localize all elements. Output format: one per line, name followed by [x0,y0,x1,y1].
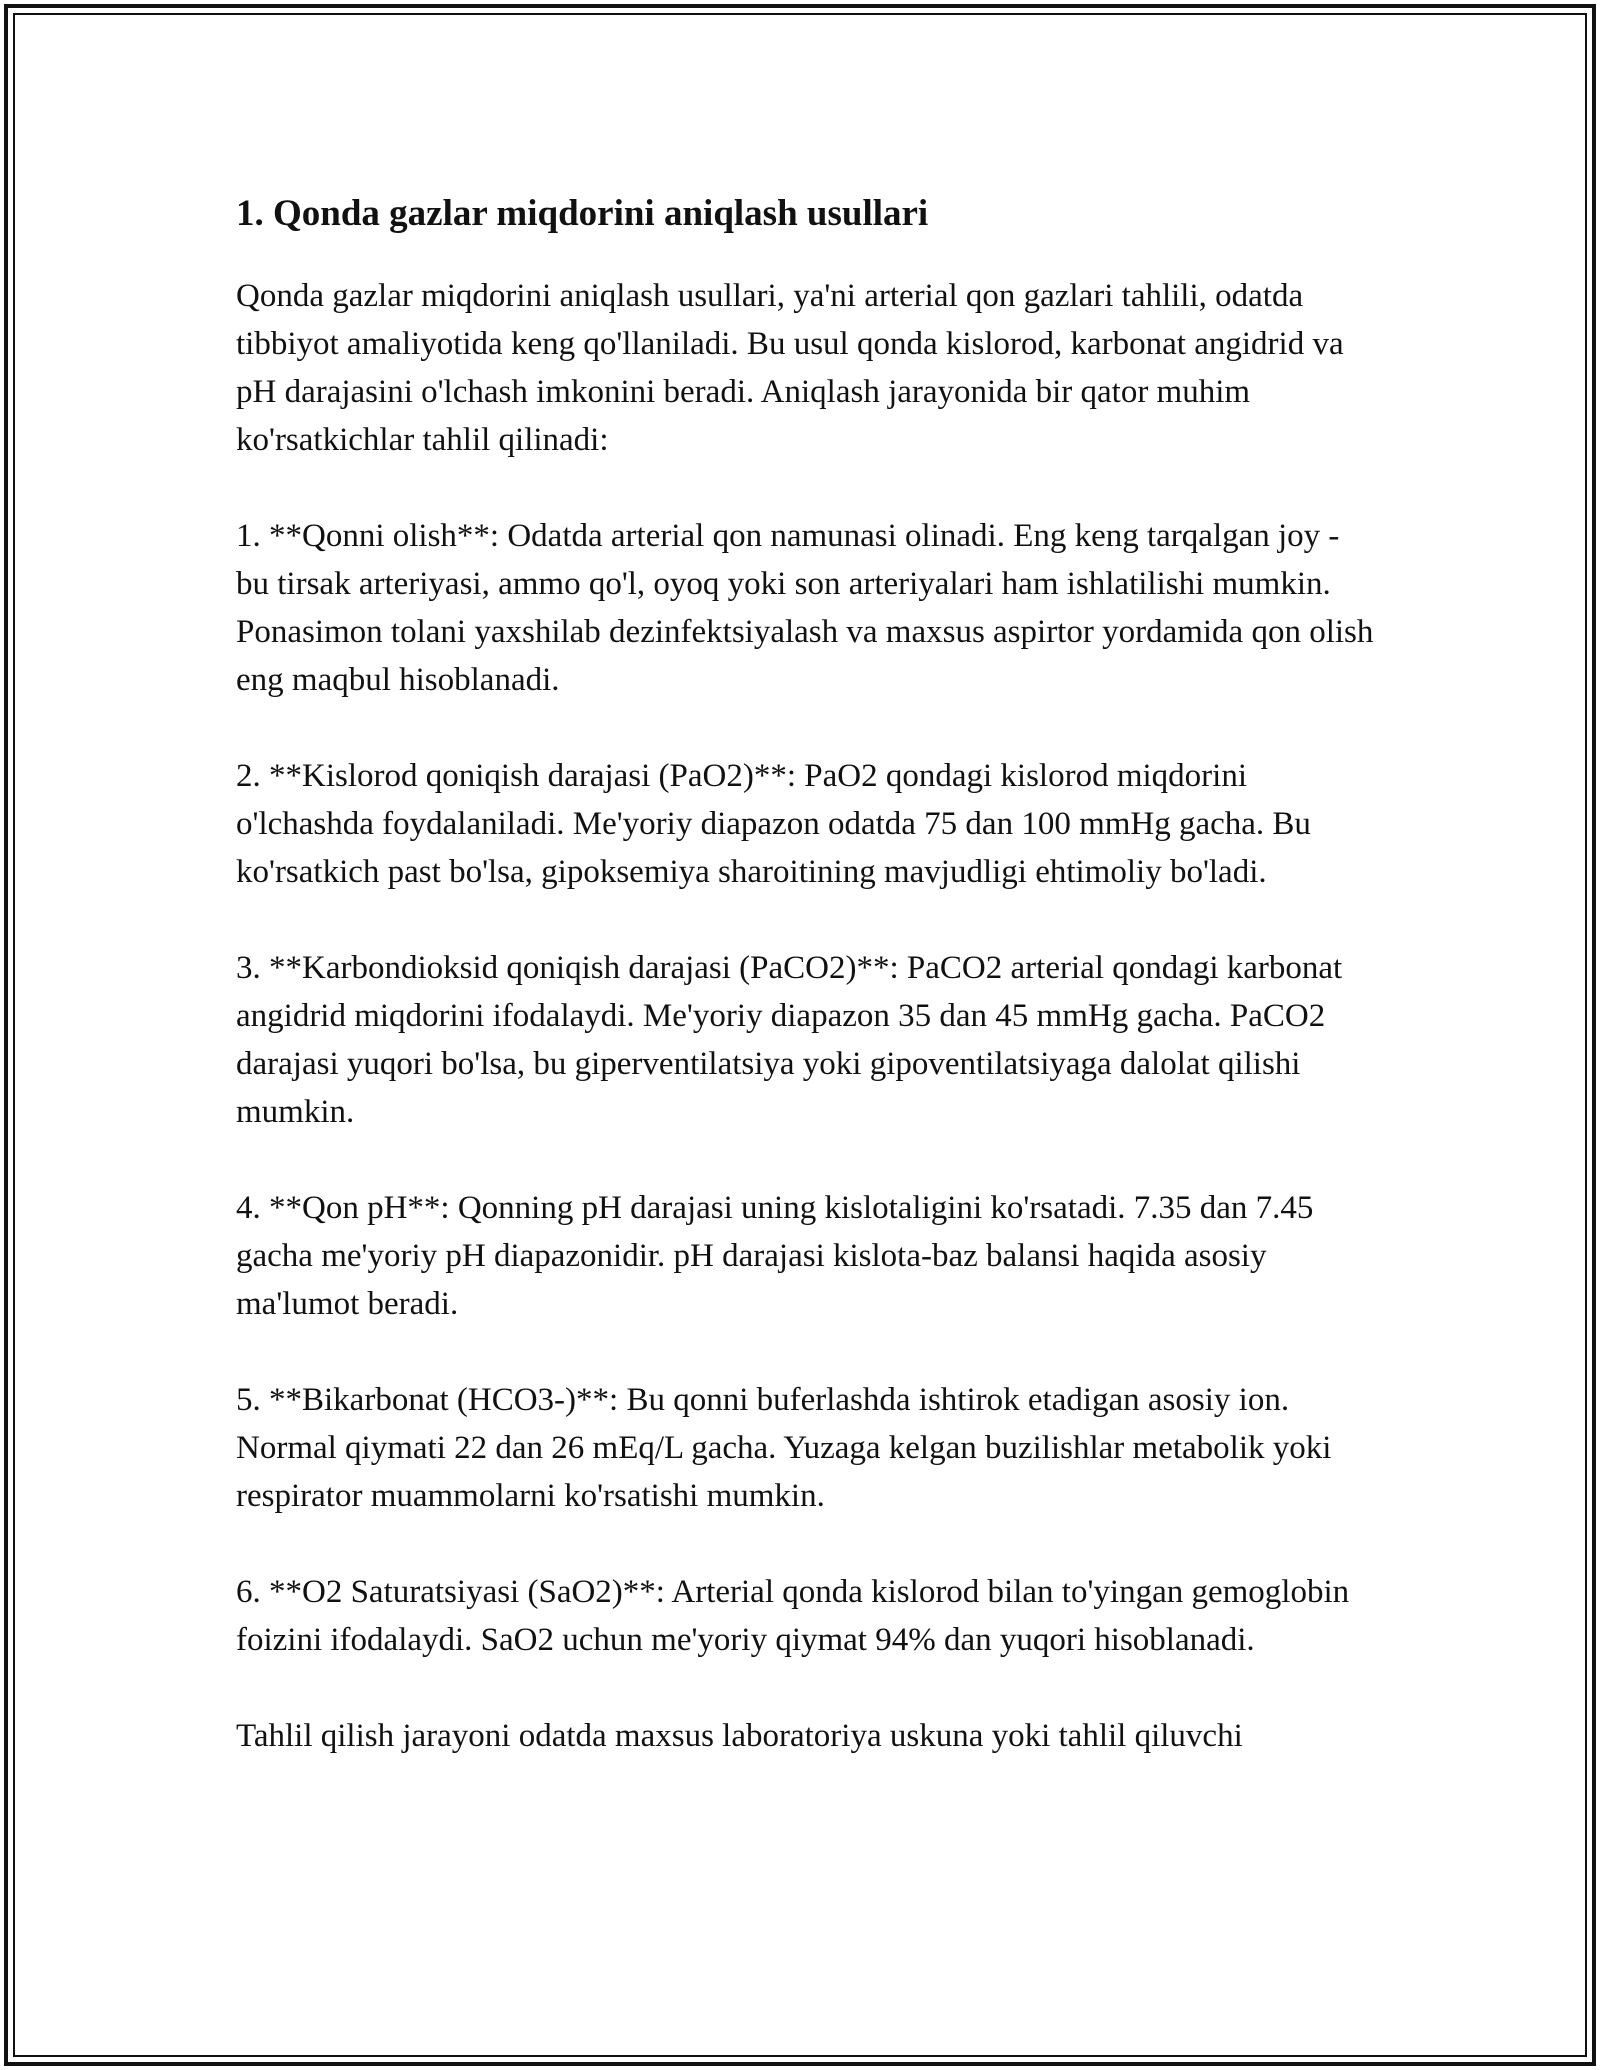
paragraph-intro: Qonda gazlar miqdorini aniqlash usullari, ya'ni arterial qon gazlari tahlili, odatda tibbiyot amaliyotida keng qo'llaniladi. Bu usul qonda kislorod, karbonat angidrid va pH darajasini o'lchash imkonini beradi. Aniqlash jarayonida bir qator muhim ko'rsatkichlar tahlil qilinadi: [236,278,1344,458]
section-heading: 1. Qonda gazlar miqdorini aniqlash usullari [236,193,929,234]
paragraph-item-6: 6. **O2 Saturatsiyasi (SaO2)**: Arterial qonda kislorod bilan to'yingan gemoglobin foizini ifodalaydi. SaO2 uchun me'yoriy qiymat 94% dan yuqori hisoblanadi. [236,1574,1350,1658]
paragraph-item-1: 1. **Qonni olish**: Odatda arterial qon namunasi olinadi. Eng keng tarqalgan joy - bu tirsak arteriyasi, ammo qo'l, oyoq yoki son arteriyalari ham ishlatilishi mumkin. Ponasimon tolani yaxshilab dezinfektsiyalash va maxsus aspirtor yordamida qon olish eng maqbul hisoblanadi. [236,518,1374,698]
paragraph-item-5: 5. **Bikarbonat (HCO3-)**: Bu qonni buferlashda ishtirok etadigan asosiy ion. Normal qiymati 22 dan 26 mEq/L gacha. Yuzaga kelgan buzilishlar metabolik yoki respirator muammolarni ko'rsatishi mumkin. [236,1382,1332,1514]
paragraph-item-4: 4. **Qon pH**: Qonning pH darajasi uning kislotaligini ko'rsatadi. 7.35 dan 7.45 gacha me'yoriy pH diapazonidir. pH darajasi kislota-baz balansi haqida asosiy ma'lumot beradi. [236,1190,1314,1322]
paragraph-closing: Tahlil qilish jarayoni odatda maxsus laboratoriya uskuna yoki tahlil qiluvchi [236,1718,1243,1754]
paragraph-item-2: 2. **Kislorod qoniqish darajasi (PaO2)**: PaO2 qondagi kislorod miqdorini o'lchashda foydalaniladi. Me'yoriy diapazon odatda 75 dan 100 mmHg gacha. Bu ko'rsatkich past bo'lsa, gipoksemiya sharoitining mavjudligi ehtimoliy bo'ladi. [236,758,1311,890]
document-body [236,186,1376,1808]
paragraph-item-3: 3. **Karbondioksid qoniqish darajasi (PaCO2)**: PaCO2 arterial qondagi karbonat angidrid miqdorini ifodalaydi. Me'yoriy diapazon 35 dan 45 mmHg gacha. PaCO2 darajasi yuqori bo'lsa, bu giperventilatsiya yoki gipoventilatsiyaga dalolat qilishi mumkin. [236,950,1343,1130]
